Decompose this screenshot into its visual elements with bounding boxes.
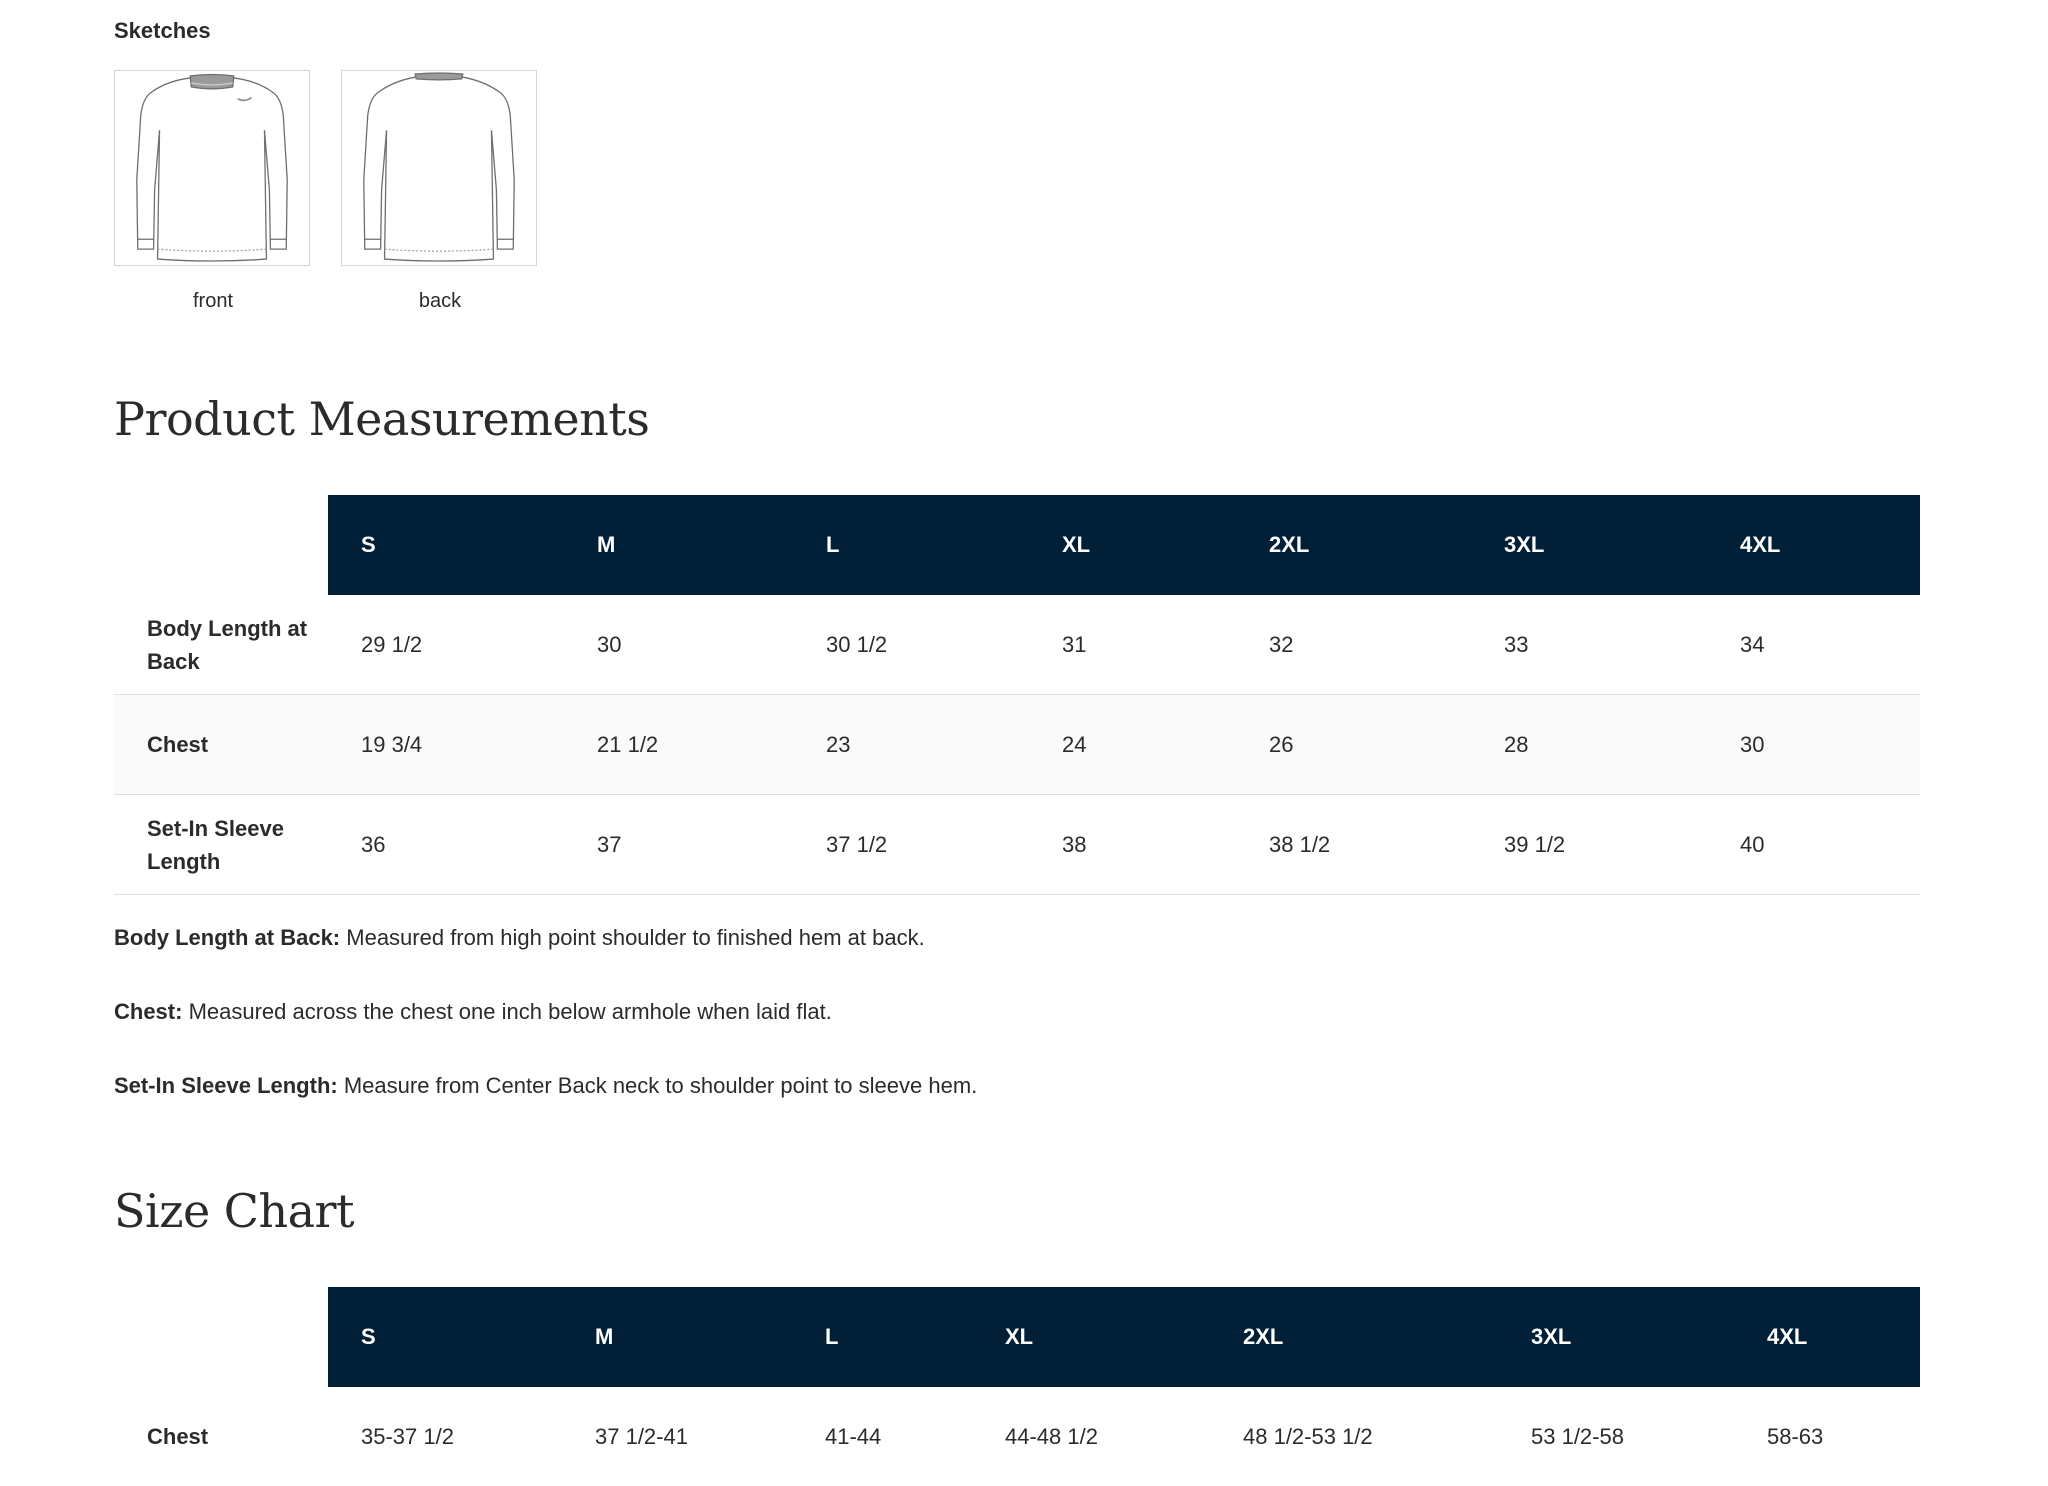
table-cell: 37 1/2-41	[595, 1423, 688, 1449]
size-header-4xl: 4XL	[1734, 1287, 1920, 1387]
note-term: Chest:	[114, 999, 183, 1024]
table-cell: 39 1/2	[1504, 831, 1566, 857]
table-cell: 30	[597, 631, 622, 657]
note-body-length	[114, 925, 1920, 951]
size-header-4xl: 4XL	[1707, 495, 1920, 595]
table-corner-cell	[114, 1287, 328, 1387]
note-sleeve-length	[114, 1073, 1920, 1099]
table-cell: 37 1/2	[826, 831, 888, 857]
size-header-s: S	[328, 1287, 562, 1387]
size-header-l: L	[793, 495, 1029, 595]
shirt-back-sketch-icon[interactable]	[341, 70, 537, 266]
note-text: Measured across the chest one inch below armhole when laid flat.	[182, 999, 832, 1024]
product-measurements-table	[114, 495, 1920, 895]
table-cell: 44-48 1/2	[1005, 1423, 1098, 1449]
size-header-3xl: 3XL	[1471, 495, 1707, 595]
size-header-2xl: 2XL	[1236, 495, 1471, 595]
table-cell: 38	[1062, 831, 1087, 857]
size-header-m: M	[562, 1287, 792, 1387]
note-chest	[114, 999, 1920, 1025]
table-cell: 19 3/4	[361, 731, 423, 757]
size-chart-table	[114, 1287, 1920, 1486]
note-term: Body Length at Back:	[114, 925, 341, 950]
size-header-xl: XL	[972, 1287, 1210, 1387]
note-text: Measure from Center Back neck to shoulder point to sleeve hem.	[337, 1073, 978, 1098]
table-header-row	[114, 1287, 1920, 1387]
note-term: Set-In Sleeve Length:	[114, 1073, 338, 1098]
size-header-3xl: 3XL	[1498, 1287, 1734, 1387]
size-header-s: S	[328, 495, 564, 595]
table-cell: 21 1/2	[597, 731, 659, 757]
table-cell: 31	[1062, 631, 1087, 657]
table-row	[114, 1387, 1920, 1486]
table-row	[114, 695, 1920, 795]
table-cell: 37	[597, 831, 622, 857]
product-measurements-title: Product Measurements	[114, 392, 650, 446]
table-cell: 33	[1504, 631, 1529, 657]
table-cell: 30 1/2	[826, 631, 888, 657]
sketch-caption-back: back	[418, 290, 462, 312]
size-header-l: L	[792, 1287, 972, 1387]
sketches-heading: Sketches	[114, 18, 211, 43]
table-cell: 29 1/2	[361, 631, 423, 657]
measurement-notes	[114, 925, 1920, 1147]
table-cell: 35-37 1/2	[361, 1423, 454, 1449]
table-row	[114, 795, 1920, 895]
table-cell: 38 1/2	[1269, 831, 1331, 857]
table-cell: 48 1/2-53 1/2	[1243, 1423, 1373, 1449]
row-label-sleeve-length: Set-In Sleeve Length	[147, 815, 284, 874]
table-cell: 34	[1740, 631, 1765, 657]
sketch-front[interactable]	[114, 70, 312, 313]
size-header-2xl: 2XL	[1210, 1287, 1498, 1387]
table-row	[114, 595, 1920, 695]
size-chart-title: Size Chart	[114, 1184, 355, 1238]
note-text: Measured from high point shoulder to finished hem at back.	[340, 925, 925, 950]
table-cell: 23	[826, 731, 851, 757]
sketch-back[interactable]	[341, 70, 539, 313]
row-label-body-length: Body Length at Back	[147, 615, 308, 674]
row-label-chest: Chest	[147, 1424, 209, 1449]
table-cell: 32	[1269, 631, 1294, 657]
table-cell: 58-63	[1767, 1423, 1824, 1449]
size-header-m: M	[564, 495, 793, 595]
table-cell: 24	[1062, 731, 1087, 757]
row-label-chest: Chest	[147, 732, 209, 757]
sketch-caption-front: front	[192, 290, 234, 312]
shirt-front-sketch-icon[interactable]	[114, 70, 310, 266]
table-cell: 36	[361, 831, 386, 857]
table-cell: 41-44	[825, 1423, 882, 1449]
table-cell: 40	[1740, 831, 1765, 857]
table-cell: 28	[1504, 731, 1529, 757]
table-cell: 30	[1740, 731, 1765, 757]
table-cell: 26	[1269, 731, 1294, 757]
size-header-xl: XL	[1029, 495, 1236, 595]
table-header-row	[114, 495, 1920, 595]
table-cell: 53 1/2-58	[1531, 1423, 1624, 1449]
table-corner-cell	[114, 495, 328, 595]
